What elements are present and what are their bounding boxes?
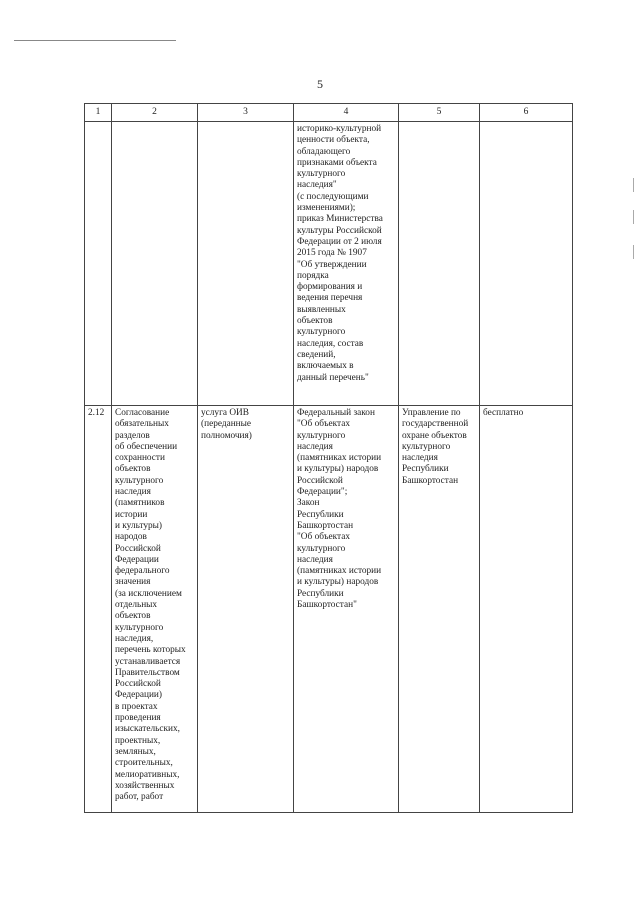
cell-number: 2.12 [85,406,112,813]
col-header-4: 4 [294,104,399,122]
margin-mark [633,210,634,224]
header-row [85,104,573,122]
cell-service-type: услуга ОИВ (переданные полномочия) [198,406,294,813]
cell-empty [85,122,112,406]
table-row [85,122,573,406]
col-header-3: 3 [198,104,294,122]
cell-empty [399,122,480,406]
cell-authority: Управление по государственной охране объектов культурного наследия Республики Башкортостан [399,406,480,813]
cell-fee: бесплатно [480,406,573,813]
col-header-2: 2 [112,104,198,122]
col-header-6: 6 [480,104,573,122]
cell-service-name: Согласование обязательных разделов об обеспечении сохранности объектов культурного наследия (памятников истории и культуры) народов Российской Федерации федерального значения (за исключением отдельных объектов культурного наследия, перечень которых устанавливается Правительством Российской Федерации) в проектах проведения изыскательских, проектных, земляных, строительных, мелиоративных, хозяйственных работ, работ [112,406,198,813]
cell-empty [112,122,198,406]
cell-legal-basis: Федеральный закон "Об объектах культурного наследия (памятниках истории и культуры) народов Российской Федерации"; Закон Республики Башкортостан "Об объектах культурного наследия (памятниках истории и культуры) народов Республики Башкортостан" [294,406,399,813]
col-header-5: 5 [399,104,480,122]
header-rule [14,40,176,41]
page-number: 5 [317,77,323,91]
cell-legal-basis-continued: историко-культурной ценности объекта, обладающего признаками объекта культурного наследия" (с последующими изменениями); приказ Министерства культуры Российской Федерации от 2 июля 2015 года № 1907 "Об утверждении порядка формирования и ведения перечня выявленных объектов культурного наследия, состав сведений, включаемых в данный перечень" [294,122,399,406]
table-row [85,406,573,813]
cell-empty [480,122,573,406]
col-header-1: 1 [85,104,112,122]
cell-empty [198,122,294,406]
margin-mark [633,178,634,192]
services-table [84,103,573,813]
margin-mark [633,245,634,259]
